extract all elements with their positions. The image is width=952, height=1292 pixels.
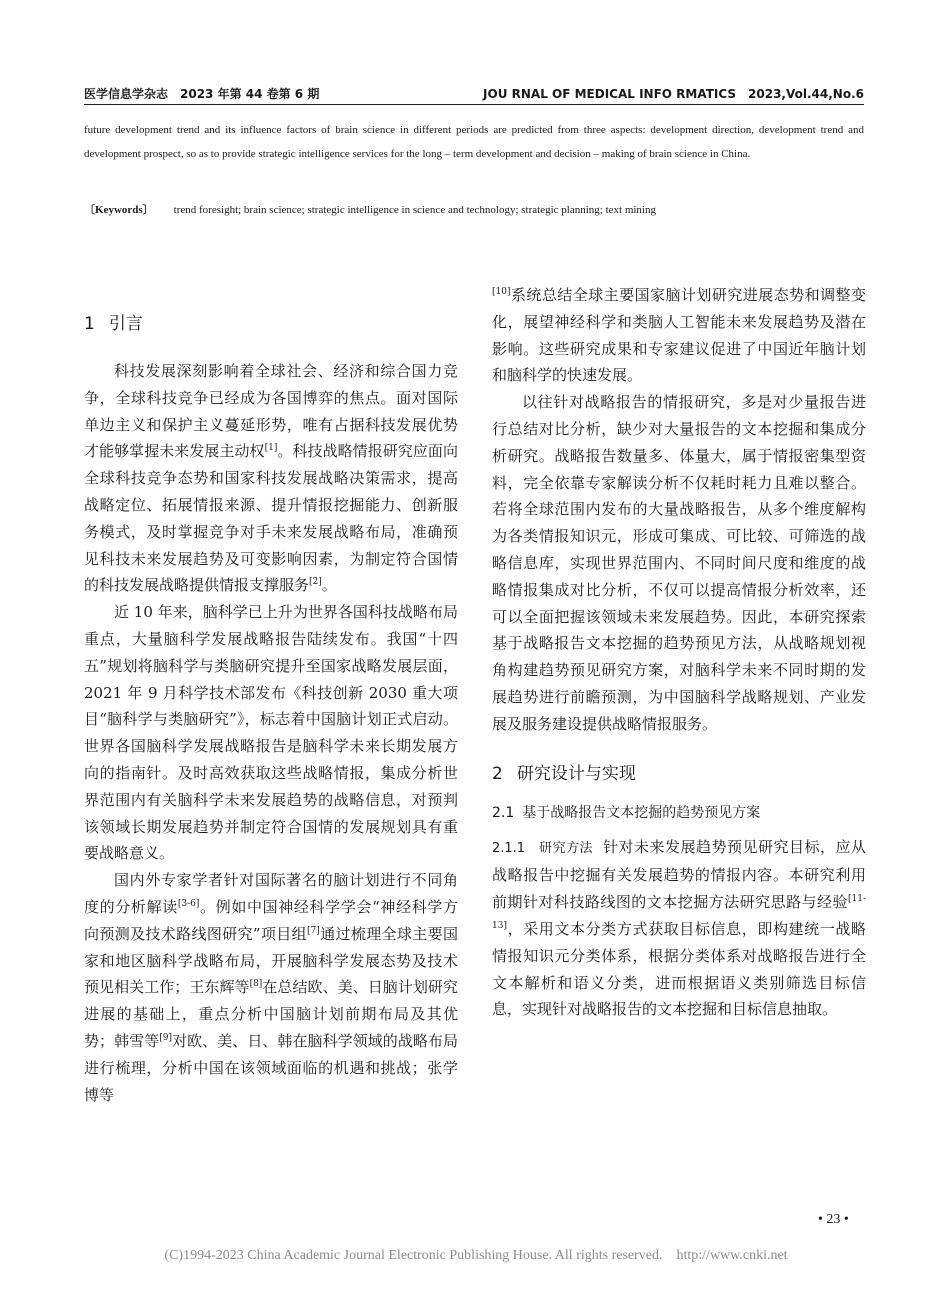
text: 系统总结全球主要国家脑计划研究进展态势和调整变化，展望神经科学和类脑人工智能未来发展趋势及潜在影响。这些研究成果和专家建议促进了中国近年脑计划和脑科学的快速发展。 <box>492 286 866 385</box>
citation: [8] <box>249 979 263 990</box>
citation: [1] <box>264 443 278 454</box>
paragraph-continued <box>492 282 866 389</box>
text: ，采用文本分类方式获取目标信息，即构建统一战略情报知识元分类体系，根据分类体系对战略报告进行全文本解析和语义分类，进而根据语义类别筛选目标信息，实现针对战略报告的文本挖掘和目标信息抽取。 <box>492 919 866 1019</box>
text: 针对未来发展趋势预见研究目标，应从战略报告中挖掘有关发展趋势的情报内容。本研究利用前期针对科技路线图的文本挖掘方法研究思路与经验 <box>492 837 866 912</box>
section-1-heading <box>84 310 458 338</box>
section-2-heading <box>492 760 866 788</box>
text: 在总结欧、美、日脑计划研究进展的基础上，重点分析中国脑计划前期布局及其优势；韩雪等 <box>84 978 458 1050</box>
paragraph <box>84 867 458 1108</box>
section-title: 引言 <box>108 314 143 334</box>
citation: [10] <box>492 287 511 297</box>
subsection-number: 2.1 <box>492 804 515 821</box>
paragraph <box>84 358 458 599</box>
paragraph <box>492 834 866 1024</box>
copyright-footer: (C)1994-2023 China Academic Journal Electronic Publishing House. All rights reserved. http://www.cnki.net <box>164 1248 788 1263</box>
subsection-2-1-heading <box>492 800 866 826</box>
section-number: 2 <box>492 763 503 784</box>
subsubsection-number: 2.1.1 <box>492 840 526 856</box>
keywords <box>84 198 864 222</box>
abstract-continuation: future development trend and its influence factors of brain science in different periods are predicted from three aspects: development direction, development trend and development prospect, so as to provide strategic intelligence services for the long – term development and decision – making of brain science in China. <box>84 124 864 160</box>
text: 对欧、美、日、韩在脑科学领域的战略布局进行梳理，分析中国在该领域面临的机遇和挑战；张学博等 <box>84 1031 458 1104</box>
section-title: 研究设计与实现 <box>516 763 636 784</box>
text: 。例如中国神经科学学会“神经科学方向预测及技术路线图研究”项目组 <box>84 897 458 943</box>
subsubsection-title: 研究方法 <box>539 840 594 856</box>
text: 。科技战略情报研究应面向全球科技竞争态势和国家科技发展战略决策需求，提高战略定位、拓展情报来源、提升情报挖掘能力、创新服务模式，及时掌握竞争对手未来发展战略布局，准确预见科技未来发展趋势及可变影响因素，为制定符合国情的科技发展战略提供情报支撑服务 <box>84 442 458 595</box>
citation: [3-6] <box>177 898 200 909</box>
paragraph: 近 10 年来，脑科学已上升为世界各国科技战略布局重点，大量脑科学发展战略报告陆续发布。我国“十四五”规划将脑科学与类脑研究提升至国家战略发展层面，2021 年 9 月科学技术部发布《科技创新 2030 重大项目“脑科学与类脑研究”》，标志着中国脑计划正式启动。世界各国脑科学发展战略报告是脑科学未来长期发展方向的指南针。及时高效获取这些战略情报，集成分析世界范围内有关脑科学未来发展趋势的战略信息，对预判该领域长期发展趋势并制定符合国情的发展规划具有重要战略意义。 <box>84 603 458 863</box>
subsubsection-heading <box>492 841 593 856</box>
subsection-title: 基于战略报告文本挖掘的趋势预见方案 <box>522 804 761 821</box>
citation: [2] <box>309 577 322 588</box>
citation: [9] <box>159 1032 173 1043</box>
paragraph: 以往针对战略报告的情报研究，多是对少量报告进行总结对比分析，缺少对大量报告的文本挖掘和集成分析研究。战略报告数量多、体量大，属于情报密集型资料，完全依靠专家解读分析不仅耗时耗力且难以整合。若将全球范围内发布的大量战略报告，从多个维度解构为各类情报知识元，形成可集成、可比较、可筛选的战略信息库，实现世界范围内、不同时间尺度和维度的战略情报集成对比分析，不仅可以提高情报分析效率，还可以全面把握该领域未来发展趋势。因此，本研究探索基于战略报告文本挖掘的趋势预见方法，从战略规划视角构建趋势预见研究方案，对脑科学未来不同时期的发展趋势进行前瞻预测，为中国脑科学战略规划、产业发展及服务建设提供战略情报服务。 <box>492 393 866 733</box>
text: 通过梳理全球主要国家和地区脑科学战略布局，开展脑科学发展态势及技术预见相关工作；王东辉等 <box>84 924 458 997</box>
left-column <box>84 282 458 1108</box>
journal-name-en: JOU RNAL OF MEDICAL INFO RMATICS 2023,Vol.44,No.6 <box>483 87 864 101</box>
text: 国内外专家学者针对国际著名的脑计划进行不同角度的分析解读 <box>84 871 458 916</box>
page-number: • 23 • <box>818 1212 849 1227</box>
citation: [7] <box>307 925 320 936</box>
running-header <box>84 82 864 105</box>
text: 。 <box>321 576 337 595</box>
section-number: 1 <box>84 314 95 334</box>
text: 科技发展深刻影响着全球社会、经济和综合国力竞争，全球科技竞争已经成为各国博弈的焦点。面对国际单边主义和保护主义蔓延形势，唯有占据科技发展优势才能够掌握未来发展主动权 <box>84 362 458 461</box>
keywords-text: trend foresight; brain science; strategic intelligence in science and technology; strategic planning; text mining <box>173 204 656 216</box>
journal-name-cn: 医学信息学杂志 2023 年第 44 卷第 6 期 <box>84 87 320 101</box>
keywords-label: 〔Keywords〕 <box>84 204 154 216</box>
right-column <box>492 282 866 1023</box>
citation: [11-13] <box>492 894 866 931</box>
